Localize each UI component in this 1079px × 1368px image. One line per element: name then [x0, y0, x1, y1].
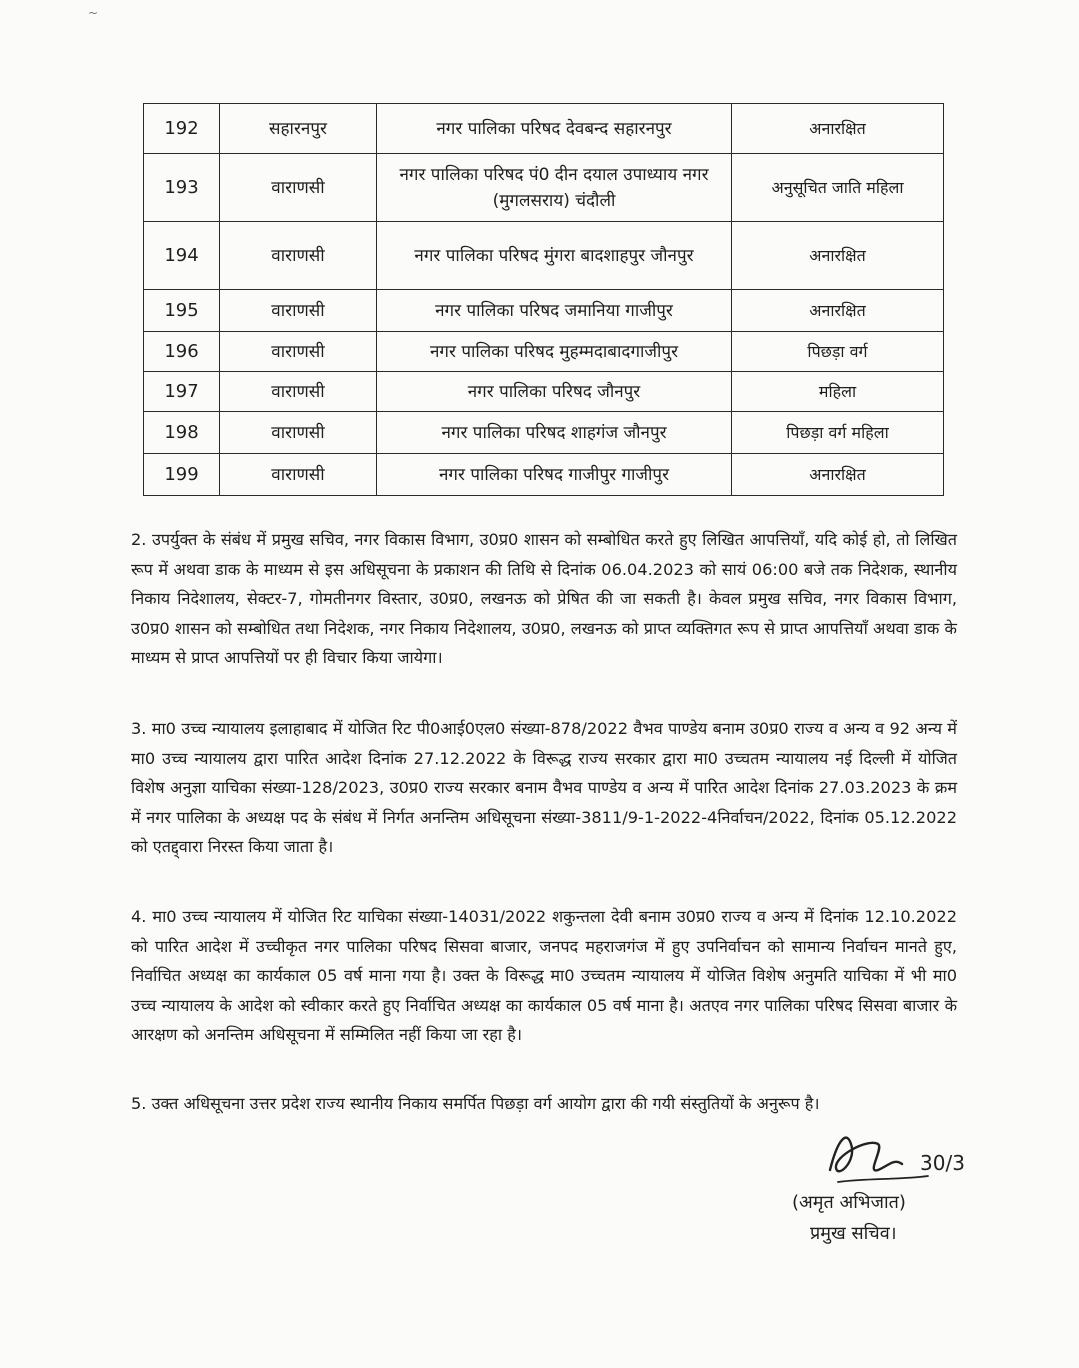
signatory-name: (अमृत अभिजात) [792, 1192, 906, 1213]
local-body-cell: नगर पालिका परिषद मुंगरा बादशाहपुर जौनपुर [377, 222, 732, 290]
local-body-cell: नगर पालिका परिषद मुहम्मदाबादगाजीपुर [377, 332, 732, 372]
reservation-category-cell: अनुसूचित जाति महिला [732, 154, 944, 222]
row-number: 197 [144, 372, 220, 412]
local-body-cell: नगर पालिका परिषद गाजीपुर गाजीपुर [377, 454, 732, 496]
signature-scribble [808, 1108, 988, 1198]
table-row [144, 290, 944, 332]
division-cell: वाराणसी [220, 332, 377, 372]
scan-mark: ~ [88, 6, 99, 20]
local-body-cell: नगर पालिका परिषद जमानिया गाजीपुर [377, 290, 732, 332]
paragraph-5: 5. उक्त अधिसूचना उत्तर प्रदेश राज्य स्थानीय निकाय समर्पित पिछड़ा वर्ग आयोग द्वारा की गयी संस्तुतियों के अनुरूप है। [131, 1094, 820, 1113]
row-number: 192 [144, 104, 220, 154]
table-row [144, 332, 944, 372]
division-cell: वाराणसी [220, 290, 377, 332]
reservation-category-cell: अनारक्षित [732, 290, 944, 332]
table-row [144, 454, 944, 496]
division-cell: सहारनपुर [220, 104, 377, 154]
reservation-table [143, 103, 944, 496]
table-row [144, 412, 944, 454]
reservation-category-cell: पिछड़ा वर्ग [732, 332, 944, 372]
paragraph-3: 3. मा0 उच्च न्यायालय इलाहाबाद में योजित रिट पी0आई0एल0 संख्या-878/2022 वैभव पाण्डेय बनाम उ0प्र0 राज्य व अन्य व 92 अन्य में मा0 उच्च न्यायालय द्वारा पारित आदेश दिनांक 27.12.2022 के विरूद्ध राज्य सरकार द्वारा मा0 उच्चतम न्यायालय नई दिल्ली में योजित विशेष अनुज्ञा याचिका संख्या-128/2023, उ0प्र0 राज्य सरकार बनाम वैभव पाण्डेय व अन्य में पारित आदेश दिनांक 27.03.2023 के क्रम में नगर पालिका के अध्यक्ष पद के संबंध में निर्गत अनन्तिम अधिसूचना संख्या-3811/9-1-2022-4निर्वाचन/2022, दिनांक 05.12.2022 को एतद्द्वारा निरस्त किया जाता है। [131, 719, 957, 856]
reservation-table-body [144, 104, 944, 496]
signatory-designation: प्रमुख सचिव। [810, 1223, 897, 1244]
division-cell: वाराणसी [220, 154, 377, 222]
row-number: 193 [144, 154, 220, 222]
signature-date: 30/3 [920, 1151, 965, 1175]
row-number: 194 [144, 222, 220, 290]
paragraph-2: 2. उपर्युक्त के संबंध में प्रमुख सचिव, नगर विकास विभाग, उ0प्र0 शासन को सम्बोधित करते हुए लिखित आपत्तियाँ, यदि कोई हो, तो लिखित रूप में अथवा डाक के माध्यम से इस अधिसूचना के प्रकाशन की तिथि से दिनांक 06.04.2023 को सायं 06:00 बजे तक निदेशक, स्थानीय निकाय निदेशालय, सेक्टर-7, गोमतीनगर विस्तार, उ0प्र0, लखनऊ को प्रेषित की जा सकती है। केवल प्रमुख सचिव, नगर विकास विभाग, उ0प्र0 शासन को सम्बोधित तथा निदेशक, नगर निकाय निदेशालय, उ0प्र0, लखनऊ को प्राप्त व्यक्तिगत रूप से प्राप्त आपत्तियाँ अथवा डाक के माध्यम से प्राप्त आपत्तियों पर ही विचार किया जायेगा। [131, 530, 957, 667]
table-row [144, 372, 944, 412]
table-row [144, 154, 944, 222]
local-body-cell: नगर पालिका परिषद जौनपुर [377, 372, 732, 412]
division-cell: वाराणसी [220, 454, 377, 496]
reservation-category-cell: पिछड़ा वर्ग महिला [732, 412, 944, 454]
table-row [144, 222, 944, 290]
local-body-cell: नगर पालिका परिषद पं0 दीन दयाल उपाध्याय नगर (मुगलसराय) चंदौली [377, 154, 732, 222]
row-number: 199 [144, 454, 220, 496]
row-number: 196 [144, 332, 220, 372]
reservation-category-cell: महिला [732, 372, 944, 412]
reservation-category-cell: अनारक्षित [732, 454, 944, 496]
division-cell: वाराणसी [220, 372, 377, 412]
row-number: 195 [144, 290, 220, 332]
local-body-cell: नगर पालिका परिषद देवबन्द सहारनपुर [377, 104, 732, 154]
reservation-category-cell: अनारक्षित [732, 222, 944, 290]
row-number: 198 [144, 412, 220, 454]
paragraph-4: 4. मा0 उच्च न्यायालय में योजित रिट याचिका संख्या-14031/2022 शकुन्तला देवी बनाम उ0प्र0 राज्य व अन्य में दिनांक 12.10.2022 को पारित आदेश में उच्चीकृत नगर पालिका परिषद सिसवा बाजार, जनपद महराजगंज में हुए उपनिर्वाचन को सामान्य निर्वाचन मानते हुए, निर्वाचित अध्यक्ष का कार्यकाल 05 वर्ष माना गया है। उक्त के विरूद्ध मा0 उच्चतम न्यायालय में योजित विशेष अनुमति याचिका में भी मा0 उच्च न्यायालय के आदेश को स्वीकार करते हुए निर्वाचित अध्यक्ष का कार्यकाल 05 वर्ष माना है। अतएव नगर पालिका परिषद सिसवा बाजार के आरक्षण को अनन्तिम अधिसूचना में सम्मिलित नहीं किया जा रहा है। [131, 907, 957, 1044]
division-cell: वाराणसी [220, 412, 377, 454]
table-row [144, 104, 944, 154]
local-body-cell: नगर पालिका परिषद शाहगंज जौनपुर [377, 412, 732, 454]
division-cell: वाराणसी [220, 222, 377, 290]
reservation-category-cell: अनारक्षित [732, 104, 944, 154]
